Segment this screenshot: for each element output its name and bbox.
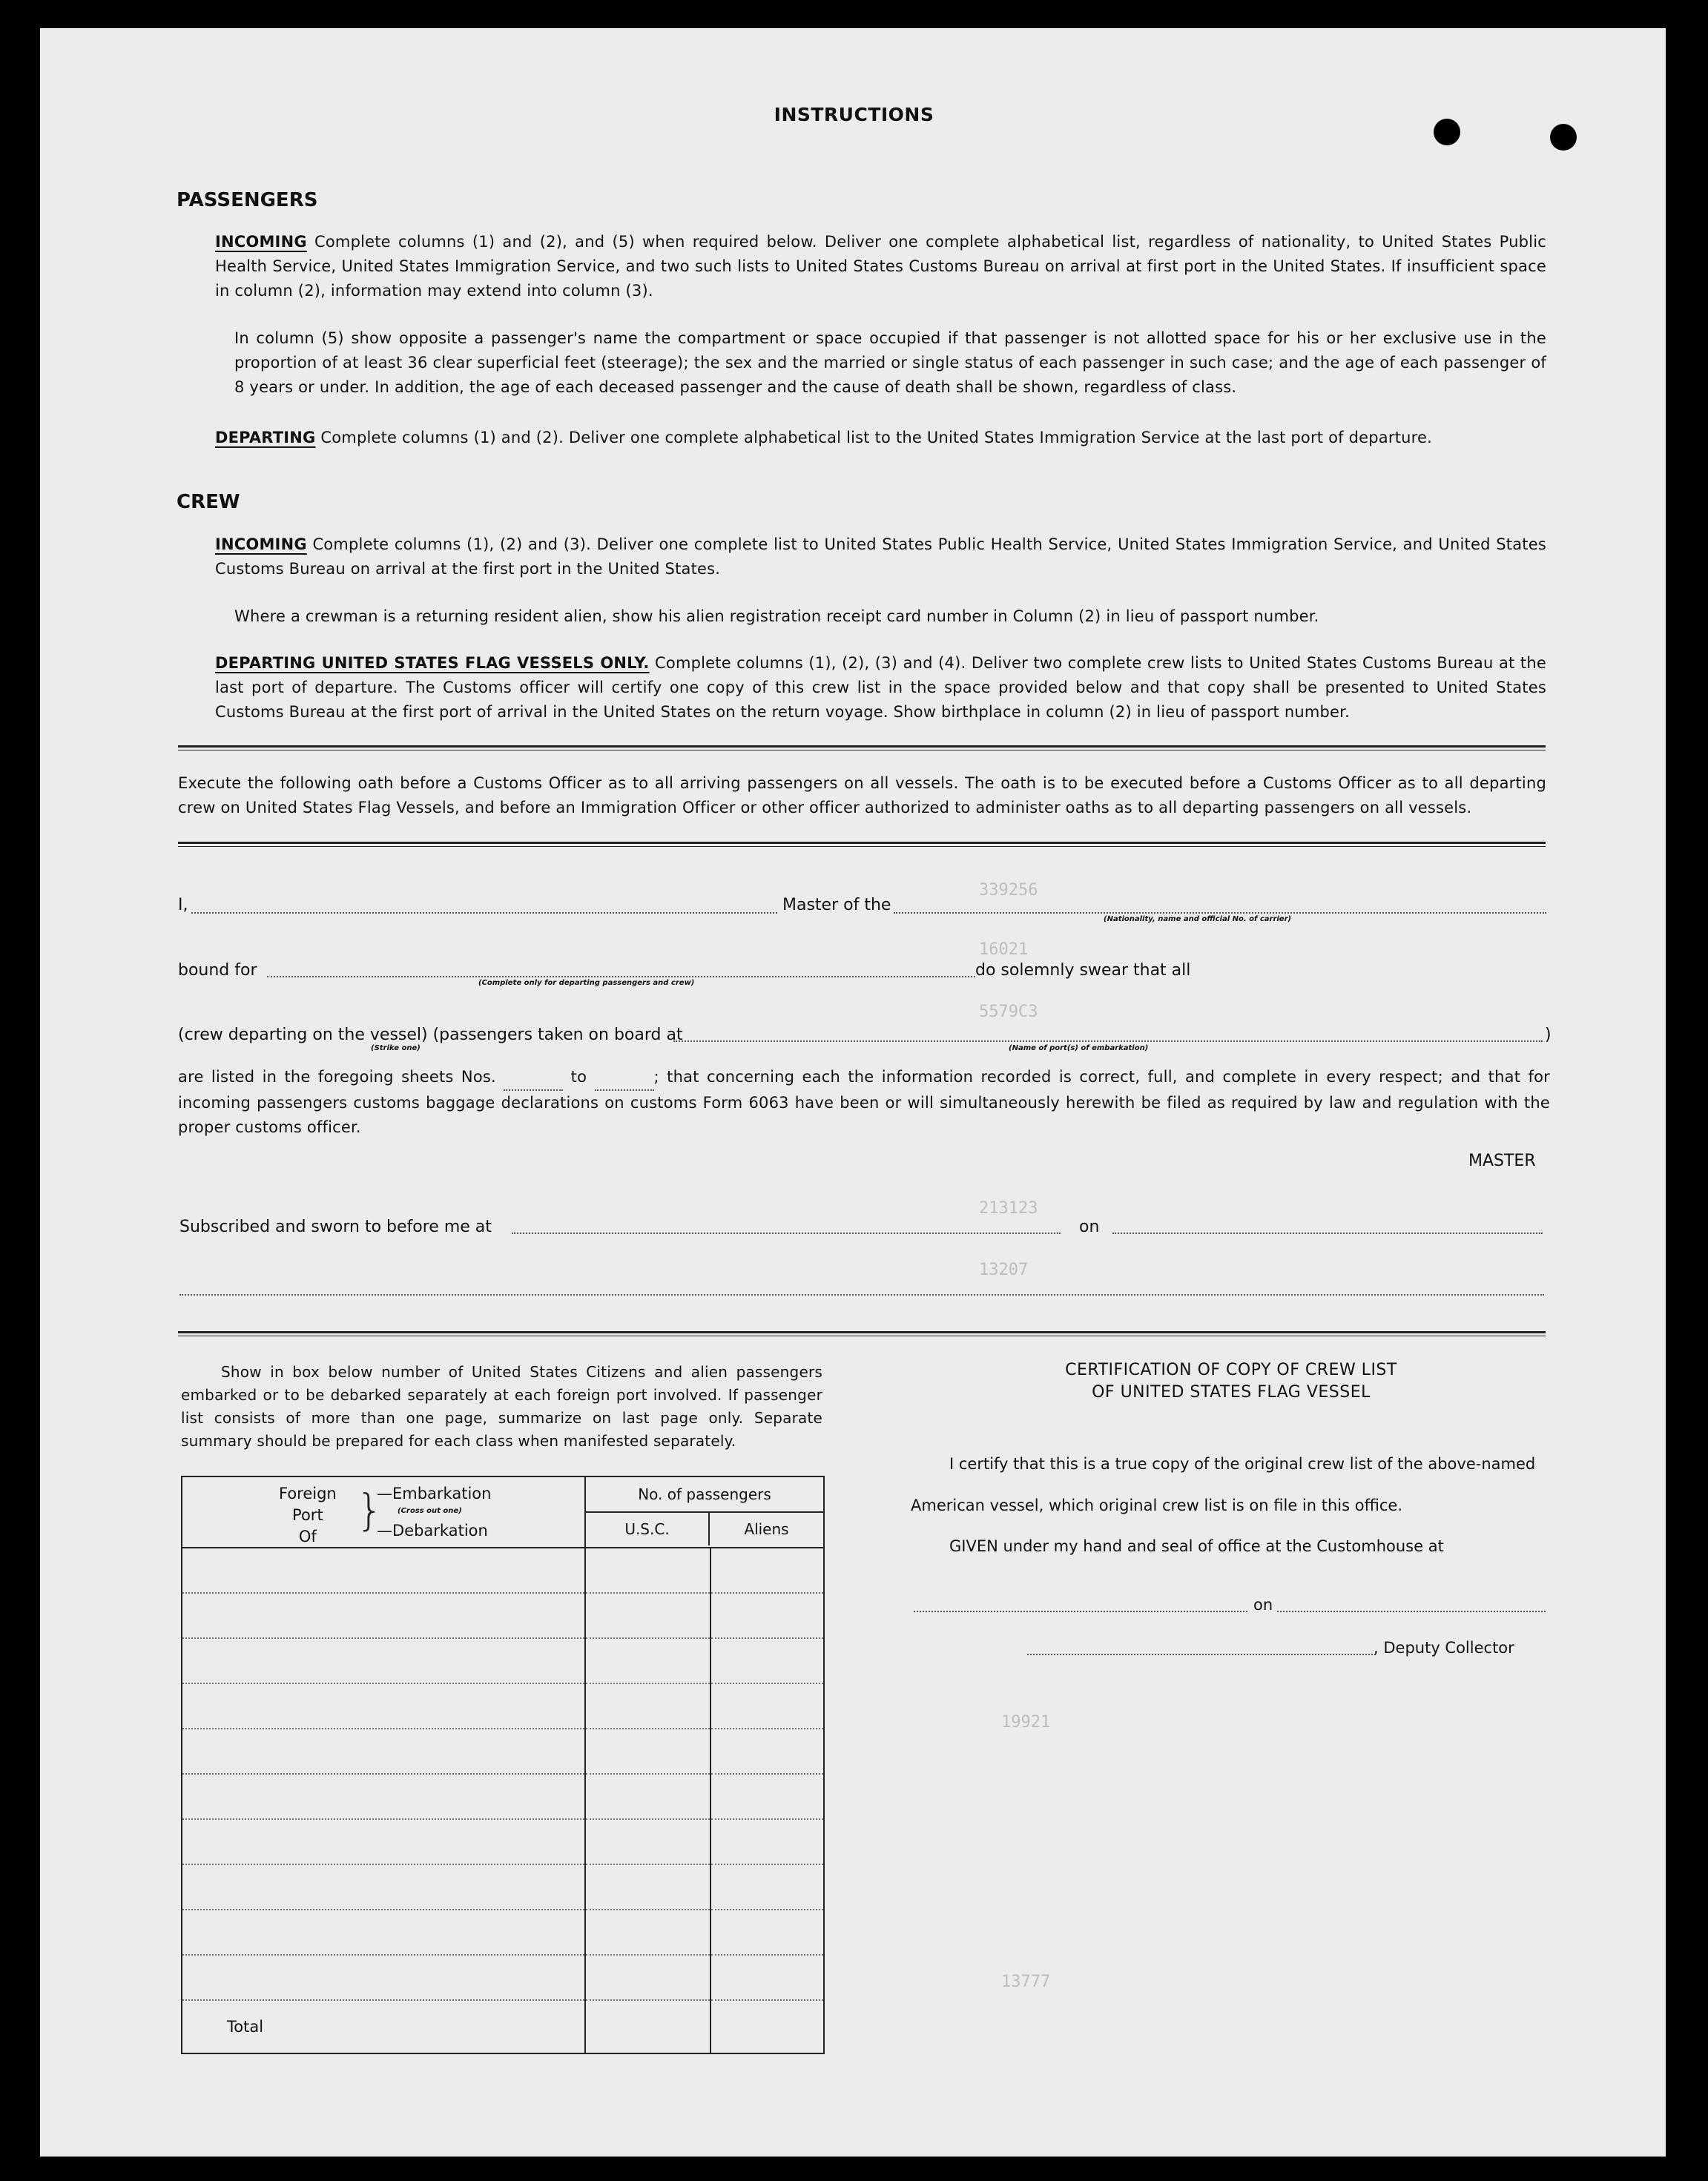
oath-instructions: Execute the following oath before a Customs Officer as to all arriving passengers on all vessels. The oath is to be executed before a Customs Officer as to all departing crew on United States Flag Vessels, and before an Immigration Officer or other officer authorized to administer oaths as to all departing passengers on all vessels. xyxy=(178,774,1546,816)
passenger-summary-table xyxy=(181,1476,825,2054)
of-label: Of xyxy=(298,1528,317,1545)
aliens-cell[interactable] xyxy=(710,1774,824,1819)
certify-line2: American vessel, which original crew list is on file in this office. xyxy=(911,1497,1403,1514)
usc-cell[interactable] xyxy=(585,1729,710,1774)
crew-departing-text: Complete columns (1), (2), (3) and (4). Deliver two complete crew lists to United States Customs Bureau at the last port of departure. The Customs officer will certify one copy of this crew list in the space provided below and that copy shall be presented to United States Customs Bureau at the first port of arrival in the United States on the return voyage. Show birthplace in column (2) in lieu of passport number. xyxy=(215,654,1546,721)
embarkation-label: —Embarkation xyxy=(377,1485,492,1502)
carrier-field[interactable] xyxy=(894,912,1546,914)
crew-departing-paragraph xyxy=(215,651,1546,725)
bleed-through-number: 19921 xyxy=(1001,1713,1051,1732)
crew-incoming-label: INCOMING xyxy=(215,535,307,553)
passengers-departing-paragraph xyxy=(215,426,1546,450)
divider xyxy=(178,745,1546,750)
port-cell[interactable] xyxy=(182,1864,585,1910)
deputy-collector-label: , Deputy Collector xyxy=(1374,1639,1514,1657)
cross-out-note: (Cross out one) xyxy=(398,1507,462,1515)
bleed-through-number: 13207 xyxy=(979,1261,1029,1279)
port-cell[interactable] xyxy=(182,1910,585,1955)
port-cell[interactable] xyxy=(182,1774,585,1819)
usc-cell[interactable] xyxy=(585,1774,710,1819)
debarkation-label: —Debarkation xyxy=(377,1522,488,1540)
passengers-departing-label: DEPARTING xyxy=(215,429,316,446)
bound-for-field[interactable] xyxy=(267,976,975,977)
crew-departing-label: DEPARTING UNITED STATES FLAG VESSELS ONLY. xyxy=(215,654,650,672)
passenger-count-header xyxy=(585,1476,824,1548)
subscribed-label: Subscribed and sworn to before me at xyxy=(179,1218,492,1236)
aliens-cell[interactable] xyxy=(710,1910,824,1955)
deputy-signature-field[interactable] xyxy=(1027,1654,1376,1655)
master-name-field[interactable] xyxy=(191,912,777,914)
usc-cell[interactable] xyxy=(585,1638,710,1683)
crew-incoming-text: Complete columns (1), (2) and (3). Deliver one complete list to United States Public Health Service, United States Immigration Service, and United States Customs Bureau on arrival at the first port in the United States. xyxy=(215,535,1546,578)
passengers-incoming-paragraph xyxy=(215,230,1546,303)
brace-glyph: } xyxy=(356,1485,383,1535)
aliens-cell[interactable] xyxy=(710,1729,824,1774)
close-paren: ) xyxy=(1545,1026,1552,1044)
certify-line1: I certify that this is a true copy of the original crew list of the above-named xyxy=(949,1455,1536,1473)
nationality-note: (Nationality, name and official No. of carrier) xyxy=(1104,915,1292,923)
bleed-through-number: 13777 xyxy=(1001,1973,1051,1991)
sworn-at-field[interactable] xyxy=(512,1233,1061,1234)
foreign-port-of xyxy=(279,1483,337,1548)
port-cell[interactable] xyxy=(182,1729,585,1774)
crew-passengers-text: (crew departing on the vessel) (passengers taken on board at xyxy=(178,1026,683,1044)
page-title: INSTRUCTIONS xyxy=(774,104,934,125)
usc-cell[interactable] xyxy=(585,1819,710,1864)
embarkation-port-field[interactable] xyxy=(673,1040,1543,1042)
passengers-incoming-text: Complete columns (1) and (2), and (5) when required below. Deliver one complete alphabetical list, regardless of nationality, to United States Public Health Service, United States Immigration Service, and two such lists to United States Customs Bureau on arrival at first port in the United States. If insufficient space in column (2), information may extend into column (3). xyxy=(215,233,1546,300)
aliens-cell[interactable] xyxy=(710,1548,824,1593)
to-label: to xyxy=(570,1068,587,1086)
bleed-through-number: 213123 xyxy=(979,1199,1038,1218)
usc-cell[interactable] xyxy=(585,1683,710,1729)
usc-cell[interactable] xyxy=(585,1955,710,2000)
no-of-passengers-label: No. of passengers xyxy=(586,1477,823,1513)
bleed-through-number: 339256 xyxy=(979,881,1038,900)
port-cell[interactable] xyxy=(182,1955,585,2000)
bound-for-label: bound for xyxy=(178,961,257,980)
listed-paragraph xyxy=(178,1065,1550,1140)
port-cell[interactable] xyxy=(182,1638,585,1683)
sheet-to-field[interactable] xyxy=(595,1065,654,1091)
certify-date-field[interactable] xyxy=(1277,1611,1546,1612)
listed-rest: ; that concerning each the information recorded is correct, full, and complete in every respect; and that for incoming passengers customs baggage declarations on customs Form 6063 have been or will simultaneously herewith be filed as required by law and regulation with the proper customs officer. xyxy=(178,1068,1550,1136)
total-label: Total xyxy=(182,2000,585,2053)
foreign-label: Foreign xyxy=(279,1485,337,1502)
listed-prefix: are listed in the foregoing sheets Nos. xyxy=(178,1068,496,1086)
crew-heading: CREW xyxy=(177,491,240,513)
port-cell[interactable] xyxy=(182,1819,585,1864)
aliens-cell[interactable] xyxy=(710,1819,824,1864)
usc-header: U.S.C. xyxy=(586,1513,710,1545)
certification-heading xyxy=(927,1359,1535,1404)
aliens-cell[interactable] xyxy=(710,1683,824,1729)
passengers-heading: PASSENGERS xyxy=(177,189,318,211)
usc-cell[interactable] xyxy=(585,1548,710,1593)
aliens-cell[interactable] xyxy=(710,1955,824,2000)
certify-on-label: on xyxy=(1253,1596,1273,1614)
customhouse-field[interactable] xyxy=(914,1611,1247,1612)
swear-text: do solemnly swear that all xyxy=(975,961,1191,980)
port-cell[interactable] xyxy=(182,1593,585,1638)
certify-line3: GIVEN under my hand and seal of office at the Customhouse at xyxy=(949,1537,1444,1555)
ports-note: (Name of port(s) of embarkation) xyxy=(1009,1044,1149,1052)
aliens-cell[interactable] xyxy=(710,1638,824,1683)
bleed-through-number: 16021 xyxy=(979,940,1029,959)
divider xyxy=(178,1331,1546,1336)
master-label: MASTER xyxy=(1468,1152,1536,1170)
usc-total-cell[interactable] xyxy=(585,2000,710,2053)
sworn-on-label: on xyxy=(1079,1218,1100,1236)
usc-cell[interactable] xyxy=(585,1910,710,1955)
aliens-cell[interactable] xyxy=(710,1593,824,1638)
certification-heading-line2: OF UNITED STATES FLAG VESSEL xyxy=(1092,1383,1371,1402)
port-cell[interactable] xyxy=(182,1548,585,1593)
punch-hole xyxy=(1550,124,1577,151)
port-header-cell xyxy=(182,1476,585,1548)
aliens-header: Aliens xyxy=(744,1520,789,1538)
passengers-incoming-label: INCOMING xyxy=(215,233,307,251)
strike-one-note: (Strike one) xyxy=(371,1044,421,1052)
column5-paragraph: In column (5) show opposite a passenger's name the compartment or space occupied if that passenger is not allotted space for his or her exclusive use in the proportion of at least 36 clear superficial feet (steerage); the sex and the married or single status of each passenger in such case; and the age of each passenger of 8 years or under. In addition, the age of each deceased passenger and the cause of death shall be shown, regardless of class. xyxy=(234,329,1546,396)
bleed-through-number: 5579C3 xyxy=(979,1003,1038,1021)
certification-heading-line1: CERTIFICATION OF COPY OF CREW LIST xyxy=(1065,1361,1397,1379)
port-cell[interactable] xyxy=(182,1683,585,1729)
usc-cell[interactable] xyxy=(585,1593,710,1638)
divider xyxy=(178,842,1546,847)
sworn-date-field[interactable] xyxy=(1112,1233,1543,1234)
aliens-total-cell[interactable] xyxy=(710,2000,824,2053)
crew-incoming-paragraph xyxy=(215,532,1546,581)
master-of-the-label: Master of the xyxy=(782,896,891,914)
port-label: Port xyxy=(292,1506,323,1524)
usc-cell[interactable] xyxy=(585,1864,710,1910)
sheet-from-field[interactable] xyxy=(504,1065,563,1091)
complete-only-note: (Complete only for departing passengers and crew) xyxy=(478,979,695,987)
passengers-departing-text: Complete columns (1) and (2). Deliver one complete alphabetical list to the United States Immigration Service at the last port of departure. xyxy=(320,429,1433,446)
resident-alien-paragraph: Where a crewman is a returning resident alien, show his alien registration receipt card number in Column (2) in lieu of passport number. xyxy=(234,607,1319,625)
aliens-cell[interactable] xyxy=(710,1864,824,1910)
oath-i-label: I, xyxy=(178,896,188,914)
summary-instructions: Show in box below number of United States Citizens and alien passengers embarked or to be debarked separately at each foreign port involved. If passenger list consists of more than one page, summarize on last page only. Separate summary should be prepared for each class when manifested separately. xyxy=(181,1363,822,1450)
officer-signature-field[interactable] xyxy=(179,1294,1544,1296)
